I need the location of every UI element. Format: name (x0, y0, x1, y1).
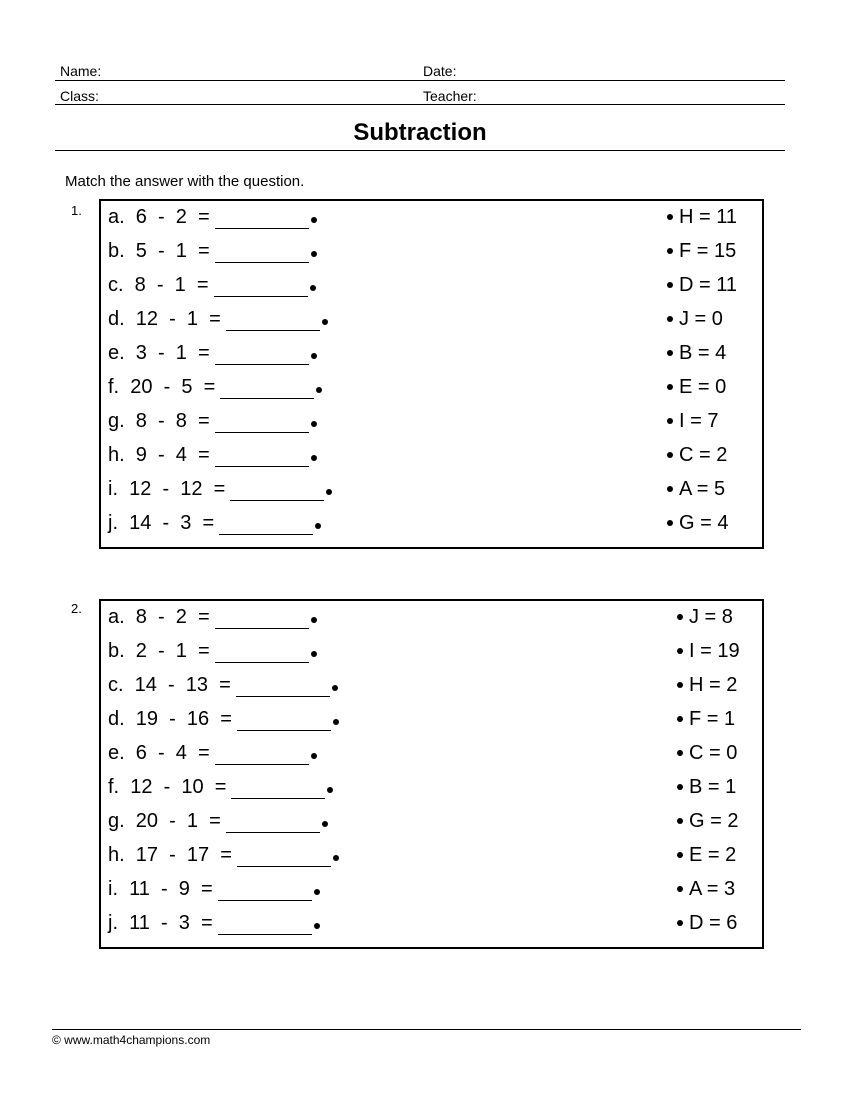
answer-blank[interactable] (215, 342, 309, 365)
answer-text: D = 11 (679, 274, 737, 296)
answer-blank[interactable] (215, 606, 309, 629)
match-dot-left[interactable] (311, 353, 317, 359)
question-item (108, 775, 333, 799)
question-item (108, 707, 339, 731)
match-dot-left[interactable] (311, 251, 317, 257)
match-dot-left[interactable] (311, 421, 317, 427)
question-text: f. 20 - 5 = (108, 376, 216, 398)
question-item (108, 341, 317, 365)
answer-option (667, 409, 718, 433)
answer-blank[interactable] (215, 410, 309, 433)
answer-blank[interactable] (215, 444, 309, 467)
answer-option (667, 273, 737, 297)
question-text: c. 14 - 13 = (108, 674, 231, 696)
answer-text: E = 0 (679, 376, 727, 398)
answer-option (667, 341, 726, 365)
answer-option (677, 775, 736, 799)
question-item (108, 673, 338, 697)
answer-option (667, 511, 728, 535)
question-text: b. 2 - 1 = (108, 640, 210, 662)
answer-blank[interactable] (215, 742, 309, 765)
answer-text: J = 0 (679, 308, 723, 330)
class-label: Class: (60, 88, 99, 104)
page-title: Subtraction (353, 119, 487, 146)
question-text: g. 20 - 1 = (108, 810, 221, 832)
answer-blank[interactable] (215, 640, 309, 663)
answer-option (677, 639, 740, 663)
match-dot-right[interactable] (677, 852, 683, 858)
answer-blank[interactable] (236, 674, 330, 697)
answer-blank[interactable] (226, 810, 320, 833)
answer-text: G = 2 (689, 810, 739, 832)
answer-text: E = 2 (689, 844, 737, 866)
question-item (108, 477, 332, 501)
answer-blank[interactable] (214, 274, 308, 297)
match-dot-right[interactable] (667, 316, 673, 322)
match-dot-left[interactable] (311, 455, 317, 461)
match-dot-right[interactable] (677, 682, 683, 688)
question-item (108, 605, 317, 629)
question-item (108, 911, 320, 935)
answer-text: J = 8 (689, 606, 733, 628)
match-dot-left[interactable] (315, 523, 321, 529)
match-dot-left[interactable] (326, 489, 332, 495)
answer-option (677, 673, 737, 697)
question-item (108, 639, 317, 663)
question-text: e. 6 - 4 = (108, 742, 210, 764)
answer-text: C = 2 (679, 444, 728, 466)
answer-text: A = 3 (689, 878, 736, 900)
match-dot-left[interactable] (311, 617, 317, 623)
question-text: d. 19 - 16 = (108, 708, 232, 730)
question-item (108, 809, 328, 833)
question-item (108, 307, 328, 331)
question-item (108, 375, 322, 399)
answer-blank[interactable] (237, 844, 331, 867)
answer-blank[interactable] (226, 308, 320, 331)
match-dot-left[interactable] (310, 285, 316, 291)
question-item (108, 239, 317, 263)
match-dot-right[interactable] (667, 452, 673, 458)
answer-option (667, 239, 736, 263)
match-dot-left[interactable] (332, 685, 338, 691)
match-dot-right[interactable] (667, 248, 673, 254)
match-dot-right[interactable] (677, 886, 683, 892)
answer-text: A = 5 (679, 478, 726, 500)
answer-option (667, 443, 727, 467)
match-dot-right[interactable] (677, 818, 683, 824)
match-dot-right[interactable] (667, 282, 673, 288)
question-text: i. 11 - 9 = (108, 878, 213, 900)
match-dot-left[interactable] (322, 319, 328, 325)
match-dot-right[interactable] (667, 486, 673, 492)
problem-number: 1. (71, 203, 82, 218)
answer-option (677, 877, 735, 901)
match-dot-right[interactable] (667, 350, 673, 356)
question-item (108, 273, 316, 297)
answer-option (677, 741, 737, 765)
answer-option (677, 843, 736, 867)
answer-blank[interactable] (231, 776, 325, 799)
match-dot-right[interactable] (677, 614, 683, 620)
question-item (108, 843, 339, 867)
match-dot-left[interactable] (333, 719, 339, 725)
footer-line (52, 1029, 801, 1030)
match-dot-left[interactable] (311, 217, 317, 223)
footer-copyright: © www.math4champions.com (52, 1033, 211, 1047)
question-text: e. 3 - 1 = (108, 342, 210, 364)
match-dot-left[interactable] (322, 821, 328, 827)
match-dot-left[interactable] (316, 387, 322, 393)
answer-blank[interactable] (237, 708, 331, 731)
problem-number: 2. (71, 601, 82, 616)
answer-option (677, 809, 738, 833)
question-text: b. 5 - 1 = (108, 240, 210, 262)
problem-box (99, 199, 764, 549)
answer-option (667, 375, 726, 399)
header-line-2 (55, 104, 785, 105)
question-text: j. 11 - 3 = (108, 912, 213, 934)
answer-blank[interactable] (230, 478, 324, 501)
answer-option (667, 307, 723, 331)
question-text: h. 17 - 17 = (108, 844, 232, 866)
date-label: Date: (423, 63, 457, 79)
teacher-label: Teacher: (423, 88, 477, 104)
answer-blank[interactable] (218, 912, 312, 935)
question-text: a. 6 - 2 = (108, 206, 210, 228)
answer-option (677, 605, 733, 629)
match-dot-left[interactable] (333, 855, 339, 861)
question-text: f. 12 - 10 = (108, 776, 227, 798)
problem-box (99, 599, 764, 949)
match-dot-right[interactable] (667, 520, 673, 526)
answer-text: B = 1 (689, 776, 737, 798)
answer-option (667, 477, 725, 501)
question-item (108, 877, 320, 901)
question-item (108, 409, 317, 433)
answer-text: F = 1 (689, 708, 736, 730)
match-dot-right[interactable] (677, 716, 683, 722)
title-underline (55, 150, 785, 151)
match-dot-right[interactable] (667, 384, 673, 390)
answer-blank[interactable] (219, 512, 313, 535)
answer-text: I = 19 (689, 640, 740, 662)
answer-blank[interactable] (218, 878, 312, 901)
answer-option (677, 911, 737, 935)
question-item (108, 511, 321, 535)
match-dot-right[interactable] (677, 750, 683, 756)
answer-option (667, 205, 737, 229)
match-dot-left[interactable] (311, 753, 317, 759)
question-text: h. 9 - 4 = (108, 444, 210, 466)
question-text: c. 8 - 1 = (108, 274, 209, 296)
question-item (108, 443, 317, 467)
question-item (108, 741, 317, 765)
question-item (108, 205, 317, 229)
answer-blank[interactable] (215, 240, 309, 263)
header-line-1 (55, 80, 785, 81)
answer-text: B = 4 (679, 342, 727, 364)
answer-blank[interactable] (220, 376, 314, 399)
match-dot-right[interactable] (677, 920, 683, 926)
answer-option (677, 707, 735, 731)
question-text: d. 12 - 1 = (108, 308, 221, 330)
match-dot-left[interactable] (314, 923, 320, 929)
match-dot-left[interactable] (314, 889, 320, 895)
answer-text: H = 2 (689, 674, 738, 696)
match-dot-left[interactable] (327, 787, 333, 793)
answer-text: G = 4 (679, 512, 729, 534)
match-dot-right[interactable] (667, 418, 673, 424)
answer-text: H = 11 (679, 206, 737, 228)
match-dot-right[interactable] (677, 784, 683, 790)
match-dot-left[interactable] (311, 651, 317, 657)
answer-text: D = 6 (689, 912, 738, 934)
question-text: g. 8 - 8 = (108, 410, 210, 432)
answer-text: I = 7 (679, 410, 719, 432)
match-dot-right[interactable] (667, 214, 673, 220)
answer-text: C = 0 (689, 742, 738, 764)
match-dot-right[interactable] (677, 648, 683, 654)
question-text: j. 14 - 3 = (108, 512, 215, 534)
question-text: a. 8 - 2 = (108, 606, 210, 628)
answer-blank[interactable] (215, 206, 309, 229)
question-text: i. 12 - 12 = (108, 478, 226, 500)
answer-text: F = 15 (679, 240, 737, 262)
name-label: Name: (60, 63, 102, 79)
instructions: Match the answer with the question. (65, 173, 305, 190)
